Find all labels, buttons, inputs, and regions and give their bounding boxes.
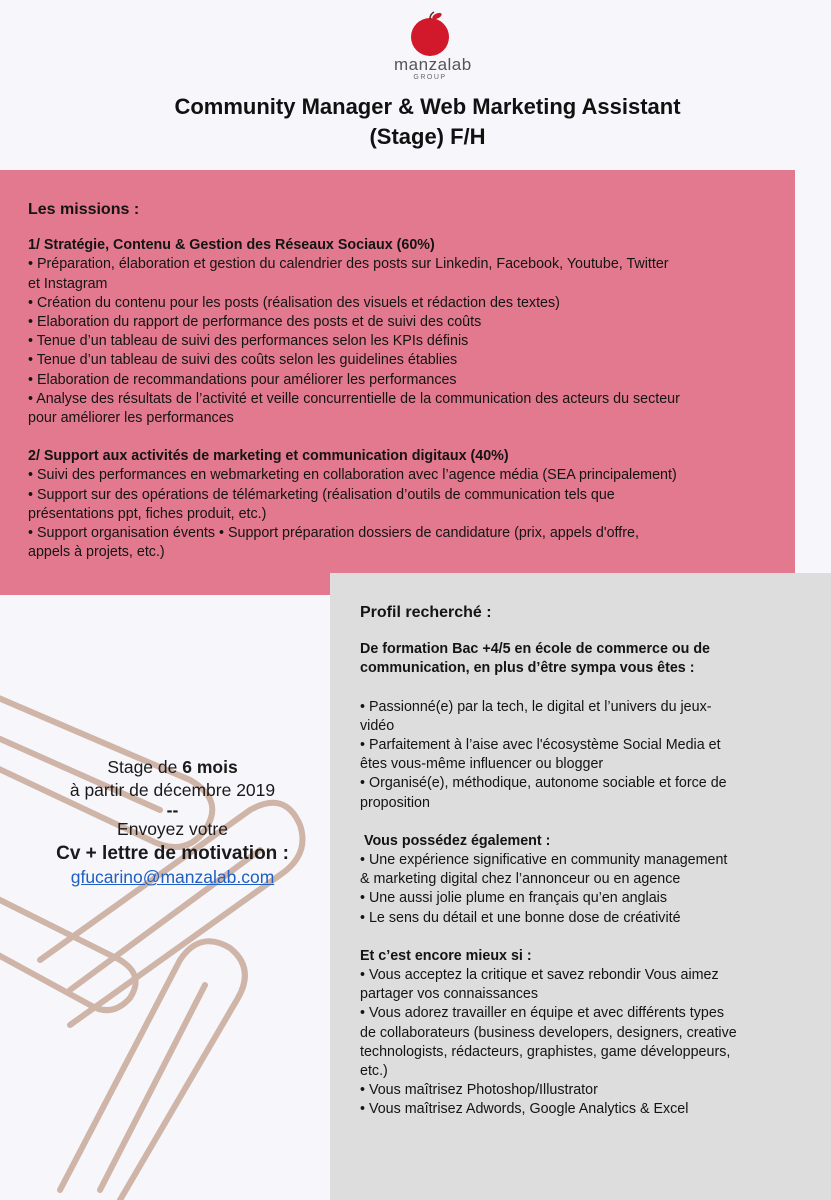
intro-line: De formation Bac +4/5 en école de commerce ou de: [360, 641, 711, 658]
profil-heading: Profil recherché :: [360, 604, 492, 621]
better-line: • Vous acceptez la critique et savez rebondir Vous aimez: [360, 967, 719, 984]
section1-line: • Analyse des résultats de l’activité et veille concurrentielle de la communication des acteurs du secteur: [28, 390, 680, 407]
quality-line: • Parfaitement à l’aise avec l'écosystème Social Media et: [360, 737, 721, 754]
section2-line: • Support organisation évents • Support préparation dossiers de candidature (prix, appels d'offre,: [28, 525, 639, 542]
better-line: partager vos connaissances: [360, 986, 539, 1003]
stage-duration: 6 mois: [182, 757, 238, 777]
section1-line: • Tenue d’un tableau de suivi des coûts selon les guidelines établies: [28, 352, 458, 369]
section1-line: • Elaboration de recommandations pour améliorer les performances: [28, 371, 457, 388]
better-line: etc.): [360, 1063, 388, 1080]
also-line: • Une expérience significative en community management: [360, 852, 728, 869]
missions-heading: Les missions :: [28, 201, 140, 218]
logo-brand: manzalab: [394, 55, 472, 74]
company-logo: [394, 10, 472, 82]
section1-line: • Création du contenu pour les posts (réalisation des visuels et rédaction des textes): [28, 294, 560, 311]
stage-send: Envoyez votre: [117, 819, 228, 839]
section2-line: appels à projets, etc.): [28, 544, 165, 561]
paperclips-decoration: [0, 630, 330, 1200]
page-title: [0, 92, 831, 152]
title-line-1: Community Manager & Web Marketing Assistant: [174, 94, 681, 119]
stage-cv: Cv + lettre de motivation :: [56, 843, 289, 864]
section1-line: • Elaboration du rapport de performance des posts et de suivi des coûts: [28, 314, 482, 331]
apple-logo-icon: [406, 10, 454, 58]
better-heading: Et c’est encore mieux si :: [360, 947, 532, 964]
also-heading: Vous possédez également :: [360, 832, 551, 849]
section2-line: • Support sur des opérations de télémarketing (réalisation d’outils de communication tels que: [28, 486, 615, 503]
section2-line: présentations ppt, fiches produit, etc.): [28, 505, 267, 522]
profil-panel: [330, 573, 831, 1200]
quality-line: proposition: [360, 794, 430, 811]
better-line: • Vous adorez travailler en équipe et avec différents types: [360, 1005, 724, 1022]
better-line: de collaborateurs (business developers, designers, creative: [360, 1024, 737, 1041]
stage-pre: Stage de: [107, 757, 183, 777]
section2-line: • Suivi des performances en webmarketing en collaboration avec l’agence média (SEA principalement): [28, 467, 677, 484]
stage-info: [20, 756, 325, 889]
section1-line: • Préparation, élaboration et gestion du calendrier des posts sur Linkedin, Facebook, Youtube, Twitter: [28, 256, 669, 273]
better-line: • Vous maîtrisez Photoshop/Illustrator: [360, 1082, 598, 1099]
quality-line: vidéo: [360, 717, 395, 734]
stage-duration-line: [20, 756, 325, 779]
quality-line: • Organisé(e), méthodique, autonome sociable et force de: [360, 775, 727, 792]
title-line-2: (Stage) F/H: [369, 124, 486, 149]
quality-line: êtes vous-même influencer ou blogger: [360, 756, 604, 773]
email-link[interactable]: gfucarino@manzalab.com: [70, 867, 275, 887]
better-line: • Vous maîtrisez Adwords, Google Analytics & Excel: [360, 1101, 689, 1118]
quality-line: • Passionné(e) par la tech, le digital et l’univers du jeux-: [360, 698, 712, 715]
also-line: & marketing digital chez l’annonceur ou en agence: [360, 871, 681, 888]
intro-line: communication, en plus d’être sympa vous êtes :: [360, 660, 695, 677]
also-line: • Une aussi jolie plume en français qu’en anglais: [360, 890, 668, 907]
section1-line: et Instagram: [28, 275, 108, 292]
section1-line: pour améliorer les performances: [28, 410, 234, 427]
also-line: • Le sens du détail et une bonne dose de créativité: [360, 909, 681, 926]
better-line: technologists, rédacteurs, graphistes, game développeurs,: [360, 1043, 731, 1060]
section2-title: 2/ Support aux activités de marketing et communication digitaux (40%): [28, 448, 509, 465]
logo-group: GROUP: [413, 74, 447, 81]
missions-section: [0, 170, 795, 595]
stage-separator: --: [166, 800, 179, 820]
section1-line: • Tenue d’un tableau de suivi des performances selon les KPIs définis: [28, 333, 469, 350]
section1-title: 1/ Stratégie, Contenu & Gestion des Réseaux Sociaux (60%): [28, 237, 435, 254]
stage-start: à partir de décembre 2019: [69, 780, 276, 800]
profil-intro: [360, 640, 780, 678]
